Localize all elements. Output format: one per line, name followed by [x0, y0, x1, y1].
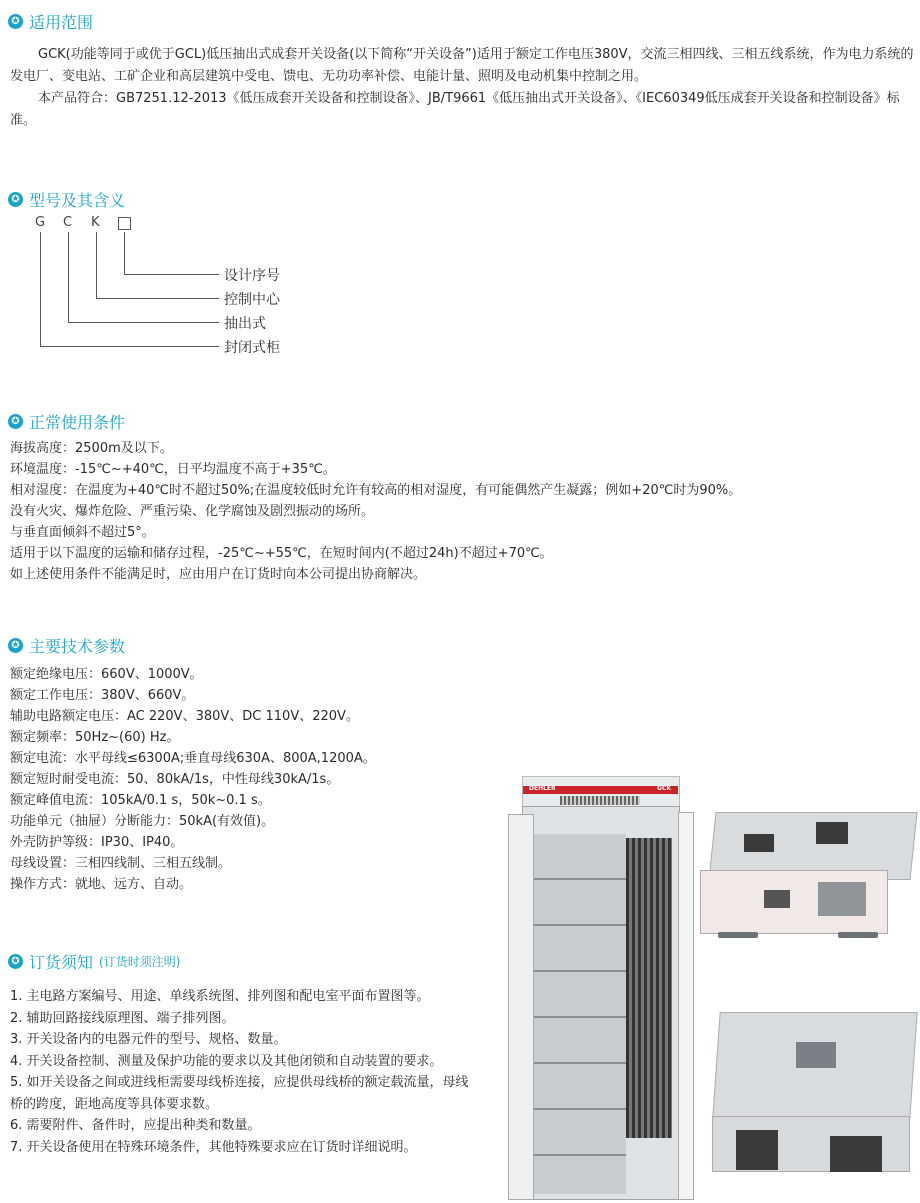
drawer-column	[580, 834, 626, 1194]
model-letter-k: K	[91, 215, 100, 230]
section-subtitle: (订货时须注明)	[99, 955, 181, 969]
ordering-list	[10, 986, 470, 1158]
list-item: 与垂直面倾斜不超过5°。	[10, 525, 155, 540]
busbar-compartment	[626, 838, 672, 1138]
star-icon: ✪	[8, 638, 23, 653]
model-label-design-no: 设计序号	[224, 268, 280, 284]
section-heading-params	[8, 634, 125, 657]
list-item: 相对湿度：在温度为+40℃时不超过50%;在温度较低时允许有较高的相对湿度，有可能偶然产生凝露；例如+20℃时为90%。	[10, 483, 742, 498]
list-item: 6. 需要附件、备件时，应提出种类和数量。	[10, 1118, 261, 1133]
section-heading-scope	[8, 10, 93, 33]
cabinet-brand-band	[523, 786, 678, 794]
drawer-connector	[736, 1130, 778, 1170]
bracket-line	[40, 232, 219, 347]
section-title: 适用范围	[29, 13, 94, 32]
list-item: 母线设置：三相四线制、三相五线制。	[10, 856, 232, 871]
list-item: 如上述使用条件不能满足时，应由用户在订货时向本公司提出协商解决。	[10, 567, 427, 582]
drawer-handle	[718, 932, 758, 938]
list-item: 辅助电路额定电压：AC 220V、380V、DC 110V、220V。	[10, 709, 359, 724]
cabinet-vent	[560, 796, 640, 805]
drawer-column	[534, 834, 580, 1194]
drawer-component	[744, 834, 774, 852]
model-text: GCK	[657, 785, 671, 792]
list-item: 7. 开关设备使用在特殊环境条件，其他特殊要求应在订货时详细说明。	[10, 1139, 417, 1155]
list-item: 外壳防护等级：IP30、IP40。	[10, 835, 184, 850]
list-item: 5. 如开关设备之间或进线柜需要母线桥连接，应提供母线桥的额定载流量，母线桥的跨度，距地高度等具体要求数。	[10, 1075, 469, 1112]
list-item: 额定工作电压：380V、660V。	[10, 688, 195, 703]
list-item: 4. 开关设备控制、测量及保护功能的要求以及其他闭锁和自动装置的要求。	[10, 1053, 443, 1069]
list-item: 额定峰值电流：105kA/0.1 s，50k~0.1 s。	[10, 793, 271, 808]
list-item: 海拔高度：2500m及以下。	[10, 441, 173, 456]
list-item: 1. 主电路方案编号、用途、单线系统图、排列图和配电室平面布置图等。	[10, 989, 430, 1004]
brand-text: DEHLER	[529, 785, 556, 792]
section-heading-conditions	[8, 410, 125, 433]
drawer-meter-window	[818, 882, 866, 916]
section-heading-ordering	[8, 950, 180, 973]
list-item: 没有火灾、爆炸危险、严重污染、化学腐蚀及剧烈振动的场所。	[10, 504, 375, 519]
section-title: 型号及其含义	[29, 191, 126, 210]
star-icon: ✪	[8, 414, 23, 429]
drawer-connector	[830, 1136, 882, 1172]
star-icon: ✪	[8, 192, 23, 207]
drawer-component	[796, 1042, 836, 1068]
model-label-withdrawable: 抽出式	[224, 316, 266, 332]
section-title: 订货须知	[29, 953, 94, 972]
section-title: 正常使用条件	[29, 413, 126, 432]
scope-paragraph-2: 本产品符合：GB7251.12-2013《低压成套开关设备和控制设备》、JB/T9661《低压抽出式开关设备》、《IEC60349低压成套开关设备和控制设备》标准。	[10, 91, 900, 128]
list-item: 操作方式：就地、远方、自动。	[10, 877, 193, 892]
cabinet-door-right	[678, 812, 694, 1200]
model-letter-c: C	[63, 215, 73, 230]
model-label-control-center: 控制中心	[224, 292, 280, 308]
model-letter-g: G	[35, 215, 46, 230]
list-item: 适用于以下温度的运输和储存过程，-25℃~+55℃，在短时间内(不超过24h)不超过+70℃。	[10, 546, 553, 561]
params-list	[10, 664, 500, 895]
list-item: 3. 开关设备内的电器元件的型号、规格、数量。	[10, 1032, 287, 1047]
conditions-list	[10, 438, 910, 585]
cabinet-door-left	[508, 814, 534, 1200]
list-item: 2. 辅助回路接线原理图、端子排列图。	[10, 1010, 235, 1026]
model-label-enclosed: 封闭式柜	[224, 340, 280, 356]
drawer-photo-2	[706, 1012, 916, 1192]
section-heading-model	[8, 188, 125, 211]
drawer-component	[816, 822, 848, 844]
list-item: 额定绝缘电压：660V、1000V。	[10, 667, 203, 682]
star-icon: ✪	[8, 954, 23, 969]
drawer-handle-slot	[764, 890, 790, 908]
list-item: 环境温度：-15℃~+40℃，日平均温度不高于+35℃。	[10, 462, 336, 477]
cabinet-photo	[508, 776, 694, 1200]
drawer-photo-1	[700, 812, 918, 944]
scope-paragraph-1: GCK(功能等同于或优于GCL)低压抽出式成套开关设备(以下简称“开关设备”)适用于额定工作电压380V，交流三相四线、三相五线系统，作为电力系统的发电厂、变电站、工矿企业和高层建筑中受电、馈电、无功功率补偿、电能计量、照明及电动机集中控制之用。	[10, 47, 914, 84]
list-item: 额定电流：水平母线≤6300A;垂直母线630A、800A,1200A。	[10, 751, 376, 766]
section-title: 主要技术参数	[29, 637, 126, 656]
list-item: 额定短时耐受电流：50、80kA/1s，中性母线30kA/1s。	[10, 772, 340, 787]
list-item: 额定频率：50Hz~(60) Hz。	[10, 730, 180, 745]
list-item: 功能单元（抽屉）分断能力：50kA(有效值)。	[10, 814, 275, 829]
drawer-handle	[838, 932, 878, 938]
star-icon: ✪	[8, 14, 23, 29]
model-placeholder-box	[118, 217, 131, 230]
